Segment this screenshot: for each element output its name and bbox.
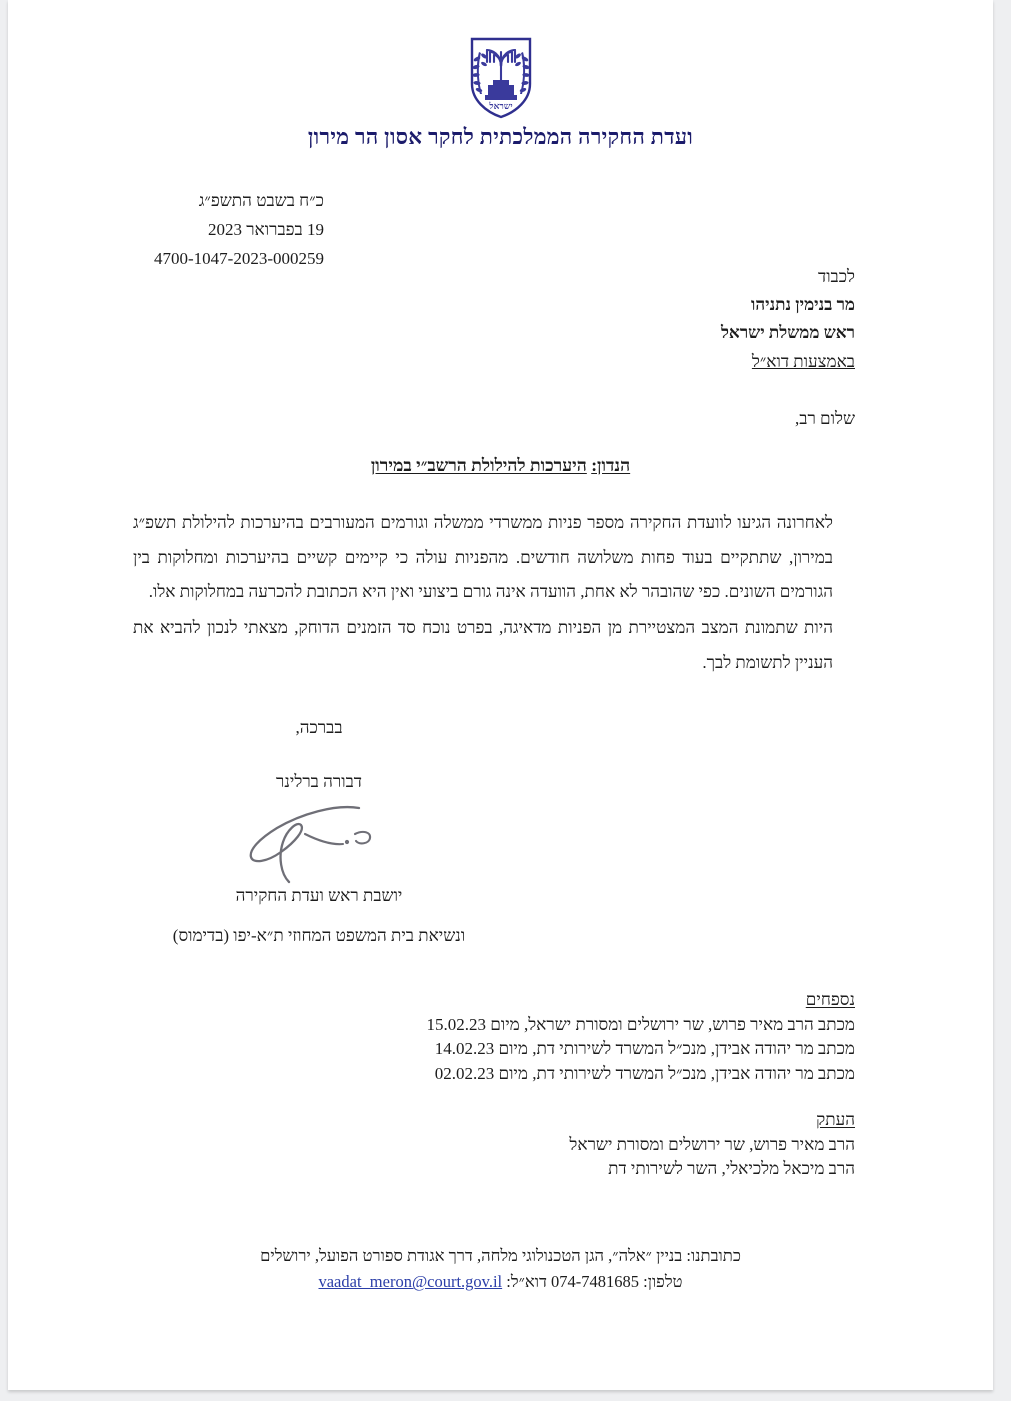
phone-label: טלפון:: [643, 1272, 683, 1292]
signer-role-line-2: ונשיאת בית המשפט המחוזי ת״א-יפו (בדימוס): [172, 926, 466, 945]
copy-recipient: הרב מאיר פרוש, שר ירושלים ומסורת ישראל: [569, 1134, 855, 1154]
handwritten-signature-icon: [239, 794, 399, 886]
organization-title: ועדת החקירה הממלכתית לחקר אסון הר מירון: [307, 125, 694, 149]
attachments-block: [426, 988, 855, 1087]
footer-block: [8, 1243, 993, 1296]
date-reference-block: [154, 186, 324, 274]
hebrew-date: כ״ח בשבט התשפ״ג: [198, 191, 324, 210]
footer-address: כתובתנו: בניין ״אלה״, הגן הטכנולוגי מלחה, דרך אגודת ספורט הפועל, ירושלים: [260, 1246, 741, 1265]
footer-contact: [8, 1269, 993, 1295]
addressee-name: מר בנימין נתניהו: [751, 295, 855, 315]
signature-dot: [345, 840, 349, 844]
signer-role-line-1: יושבת ראש ועדת החקירה: [235, 886, 403, 905]
emblem-caption: ישראל: [488, 101, 513, 111]
addressee-title: ראש ממשלת ישראל: [720, 323, 855, 343]
email-link[interactable]: vaadat_meron@court.gov.il: [318, 1272, 503, 1292]
subject-text: היערכות להילולת הרשב״י במירון: [370, 455, 587, 475]
addressee-delivery-method: באמצעות דוא״ל: [751, 351, 855, 371]
attachments-heading: נספחים: [805, 990, 855, 1009]
signer-name: דבורה ברלינר: [276, 772, 362, 791]
attachment-item: מכתב הרב מאיר פרוש, שר ירושלים ומסורת ישראל, מיום 15.02.23: [426, 1014, 855, 1034]
subject-line: [8, 455, 993, 476]
greeting-line: שלום רב,: [795, 409, 855, 428]
letter-sheet: [8, 0, 993, 1390]
signature-regards: בברכה,: [295, 718, 343, 737]
gregorian-date: 19 בפברואר 2023: [207, 220, 324, 240]
subject-label: הנדון:: [591, 455, 631, 475]
copies-heading: העתק: [816, 1110, 855, 1129]
reference-number: 4700-1047-2023-000259: [154, 249, 324, 269]
signature-block: [104, 718, 534, 946]
email-label: דוא״ל:: [506, 1272, 547, 1292]
copies-block: [569, 1108, 855, 1182]
emblem-container: [8, 36, 993, 125]
page-left-margin-strip: [0, 0, 8, 1390]
addressee-block: [721, 263, 855, 376]
attachment-item: מכתב מר יהודה אבידן, מנכ״ל המשרד לשירותי דת, מיום 02.02.23: [434, 1063, 855, 1083]
attachment-item: מכתב מר יהודה אבידן, מנכ״ל המשרד לשירותי דת, מיום 14.02.23: [434, 1039, 855, 1059]
body-paragraph-2: היות שתמונת המצב המצטיירת מן הפניות מדאיגה, בפרט נוכח סד הזמנים הדוחק, מצאתי לנכון להביא את העניין לתשומת לבך.: [133, 618, 833, 672]
addressee-salutation: לכבוד: [818, 267, 855, 286]
phone-number: 074-7481685: [551, 1272, 640, 1292]
body-paragraph-1: לאחרונה הגיעו לוועדת החקירה מספר פניות ממשרדי ממשלה וגורמים המעורבים בהיערכות להילולת תשפ״ג במירון, שתתקיים בעוד פחות משלושה חודשים. מהפניות עולה כי קיימים קשיים בהיערכות ומחלוקות בין הגורמים השונים. כפי שהובהר לא אחת, הוועדה אינה גורם ביצועי ואין היא הכתובת להכרעה במחלוקות אלו.: [133, 513, 833, 602]
israel-state-emblem-icon: [468, 36, 534, 120]
copy-recipient: הרב מיכאל מלכיאלי, השר לשירותי דת: [608, 1159, 855, 1179]
